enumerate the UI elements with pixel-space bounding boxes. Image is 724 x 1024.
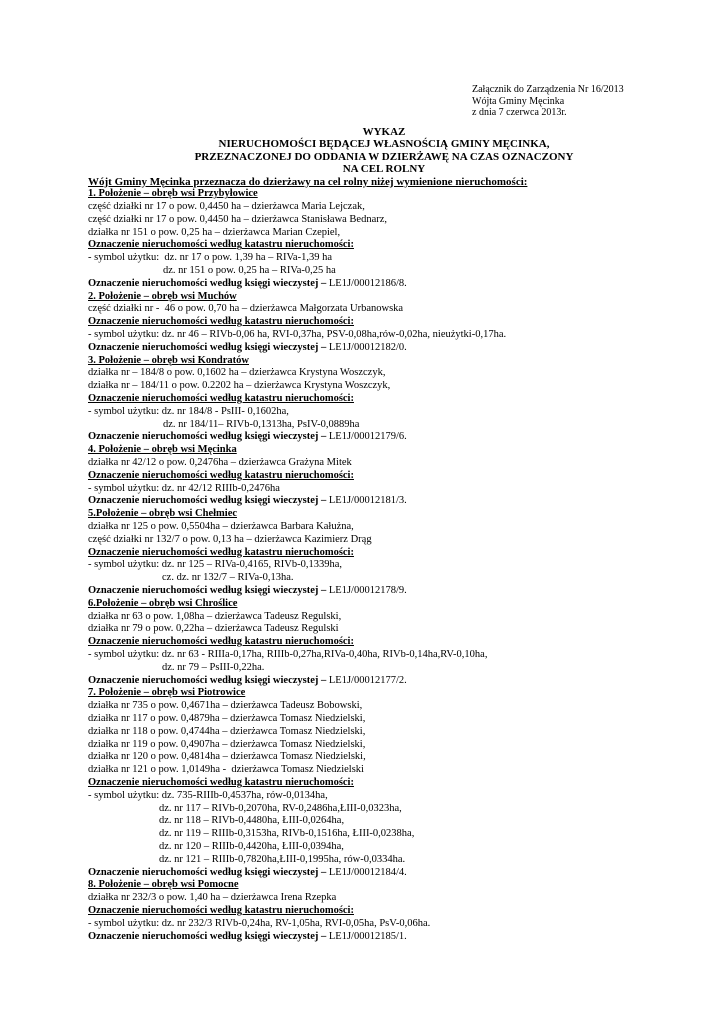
section-4 [88,444,648,508]
parcel-line: działka nr – 184/8 o pow. 0,1602 ha – dzierżawca Krystyna Woszczyk, [88,367,386,379]
land-book-number: LE1J/00012182/0. [328,341,407,353]
symbol-line: cz. dz. nr 132/7 – RIVa-0,13ha. [162,572,294,584]
parcel-line: działka nr 118 o pow. 0,4744ha – dzierżawca Tomasz Niedzielski, [88,725,366,737]
parcel-line: część działki nr 132/7 o pow. 0,13 ha – dzierżawca Kazimierz Drąg [88,533,372,545]
parcel-line: działka nr 125 o pow. 0,5504ha – dzierżawca Barbara Kałużna, [88,521,354,533]
land-book-line [88,585,648,598]
parcel-line: działka nr 42/12 o pow. 0,2476ha – dzierżawca Grażyna Mitek [88,457,352,469]
parcel-line: działka nr 121 o pow. 1,0149ha - dzierżawca Tomasz Niedzielski [88,764,364,776]
section-heading: 2. Położenie – obręb wsi Muchów [88,290,237,302]
symbol-line: - symbol użytku: dz. nr 232/3 RIVb-0,24ha, RV-1,05ha, RVI-0,05ha, PsV-0,06ha. [88,917,431,929]
cadastre-heading: Oznaczenie nieruchomości według katastru nieruchomości: [88,393,354,405]
land-book-line [88,931,648,944]
land-book-label: Oznaczenie nieruchomości według księgi wieczystej – [88,674,327,686]
symbol-line: - symbol użytku: dz. nr 63 - RIIIa-0,17ha, RIIIb-0,27ha,RIVa-0,40ha, RIVb-0,14ha,RV-0,10ha, [88,648,488,660]
section-heading: 7. Położenie – obręb wsi Piotrowice [88,687,246,699]
parcel-line: działka nr 63 o pow. 1,08ha – dzierżawca Tadeusz Regulski, [88,610,342,622]
parcel-line: działka nr 151 o pow. 0,25 ha – dzierżawca Marian Czepiel, [88,226,341,238]
parcel-line: działka nr 120 o pow. 0,4814ha – dzierżawca Tomasz Niedzielski, [88,751,366,763]
symbol-line: dz. nr 151 o pow. 0,25 ha – RIVa-0,25 ha [163,265,336,277]
land-book-number: LE1J/00012181/3. [328,495,407,507]
land-book-line [88,278,648,291]
parcel-line: działka nr 79 o pow. 0,22ha – dzierżawca Tadeusz Regulski [88,623,339,635]
land-book-number: LE1J/00012186/8. [328,277,407,289]
symbol-line: - symbol użytku: dz. nr 42/12 RIIIb-0,2476ha [88,482,280,494]
section-heading: 6.Położenie – obręb wsi Chroślice [88,597,238,609]
symbol-line: dz. nr 118 – RIVb-0,4480ha, ŁIII-0,0264ha, [159,815,345,827]
section-heading: 8. Położenie – obręb wsi Pomocne [88,879,239,891]
annex-line: Wójta Gminy Męcinka [472,95,565,107]
cadastre-heading: Oznaczenie nieruchomości według katastru nieruchomości: [88,316,354,328]
land-book-label: Oznaczenie nieruchomości według księgi wieczystej – [88,431,327,443]
cadastre-heading: Oznaczenie nieruchomości według katastru nieruchomości: [88,904,354,916]
land-book-label: Oznaczenie nieruchomości według księgi wieczystej – [88,277,327,289]
symbol-line: dz. nr 79 – PsIII-0,22ha. [162,661,265,673]
annex-line: Załącznik do Zarządzenia Nr 16/2013 [472,84,624,95]
section-7 [88,687,648,879]
parcel-line: część działki nr - 46 o pow. 0,70 ha – dzierżawca Małgorzata Urbanowska [88,303,404,315]
parcel-line: działka nr 735 o pow. 0,4671ha – dzierżawca Tadeusz Bobowski, [88,700,363,712]
land-book-label: Oznaczenie nieruchomości według księgi wieczystej – [88,585,327,596]
land-book-number: LE1J/00012184/4. [328,866,407,878]
section-heading: 4. Położenie – obręb wsi Męcinka [88,444,237,456]
section-2 [88,291,648,355]
parcel-line: działka nr 232/3 o pow. 1,40 ha – dzierżawca Irena Rzepka [88,892,337,904]
section-1 [88,188,648,290]
symbol-line: dz. nr 120 – RIIIb-0,4420ha, ŁIII-0,0394ha, [159,840,344,852]
land-book-label: Oznaczenie nieruchomości według księgi wieczystej – [88,341,327,353]
land-book-label: Oznaczenie nieruchomości według księgi wieczystej – [88,866,327,878]
section-8 [88,879,648,943]
symbol-line: - symbol użytku: dz. 735-RIIIb-0,4537ha, rów-0,0134ha, [88,789,328,801]
title-line: WYKAZ [362,125,406,138]
symbol-line: dz. nr 184/11– RIVb-0,1313ha, PsIV-0,0889ha [163,418,360,430]
intro-statement: Wójt Gminy Męcinka przeznacza do dzierżawy na cel rolny niżej wymienione nieruchomości: [88,175,528,188]
land-book-label: Oznaczenie nieruchomości według księgi wieczystej – [88,495,327,507]
section-heading: 5.Położenie – obręb wsi Chełmiec [88,508,238,520]
symbol-line: - symbol użytku: dz. nr 17 o pow. 1,39 ha – RIVa-1,39 ha [88,252,332,264]
cadastre-heading: Oznaczenie nieruchomości według katastru nieruchomości: [88,239,354,251]
symbol-line: dz. nr 119 – RIIIb-0,3153ha, RIVb-0,1516ha, ŁIII-0,0238ha, [159,828,415,840]
section-heading: 1. Położenie – obręb wsi Przybyłowice [88,188,258,200]
document-title [88,126,648,176]
land-book-line [88,675,648,688]
section-3 [88,355,648,445]
symbol-line: - symbol użytku: dz. nr 46 – RIVb-0,06 ha, RVI-0,37ha, PSV-0,08ha,rów-0,02ha, nieużytki-0,17ha. [88,329,507,341]
symbol-line: dz. nr 117 – RIVb-0,2070ha, RV-0,2486ha,ŁIII-0,0323ha, [159,802,402,814]
document-page [88,84,648,943]
land-book-label: Oznaczenie nieruchomości według księgi wieczystej – [88,930,327,942]
parcel-line: część działki nr 17 o pow. 0,4450 ha – dzierżawca Maria Lejczak, [88,201,365,213]
parcel-line: działka nr 117 o pow. 0,4879ha – dzierżawca Tomasz Niedzielski, [88,712,366,724]
land-book-line [88,867,648,880]
land-book-number: LE1J/00012185/1. [328,930,407,942]
land-book-line [88,495,648,508]
parcel-line: część działki nr 17 o pow. 0,4450 ha – dzierżawca Stanisława Bednarz, [88,213,388,225]
land-book-line [88,431,648,444]
section-heading: 3. Położenie – obręb wsi Kondratów [88,354,249,366]
cadastre-heading: Oznaczenie nieruchomości według katastru nieruchomości: [88,776,354,788]
annex-note [472,84,648,119]
land-book-number: LE1J/00012177/2. [328,674,407,686]
section-5 [88,508,648,598]
parcel-line: działka nr – 184/11 o pow. 0.2202 ha – dzierżawca Krystyna Woszczyk, [88,380,391,392]
title-line: NA CEL ROLNY [342,163,426,175]
land-book-number: LE1J/00012178/9. [328,585,407,596]
title-line: PRZEZNACZONEJ DO ODDANIA W DZIERŻAWĘ NA CZAS OZNACZONY [194,150,574,163]
title-line: NIERUCHOMOŚCI BĘDĄCEJ WŁASNOŚCIĄ GMINY MĘCINKA, [218,138,550,150]
land-book-number: LE1J/00012179/6. [328,431,407,443]
land-book-line [88,342,648,355]
cadastre-heading: Oznaczenie nieruchomości według katastru nieruchomości: [88,636,354,648]
symbol-line: dz. nr 121 – RIIIb-0,7820ha,ŁIII-0,1995ha, rów-0,0334ha. [159,853,406,865]
section-6 [88,598,648,688]
symbol-line: - symbol użytku: dz. nr 184/8 - PsIII- 0,1602ha, [88,405,289,417]
cadastre-heading: Oznaczenie nieruchomości według katastru nieruchomości: [88,469,354,481]
parcel-line: działka nr 119 o pow. 0,4907ha – dzierżawca Tomasz Niedzielski, [88,738,366,750]
annex-line: z dnia 7 czerwca 2013r. [472,107,567,118]
cadastre-heading: Oznaczenie nieruchomości według katastru nieruchomości: [88,546,354,558]
symbol-line: - symbol użytku: dz. nr 125 – RIVa-0,4165, RIVb-0,1339ha, [88,559,343,571]
